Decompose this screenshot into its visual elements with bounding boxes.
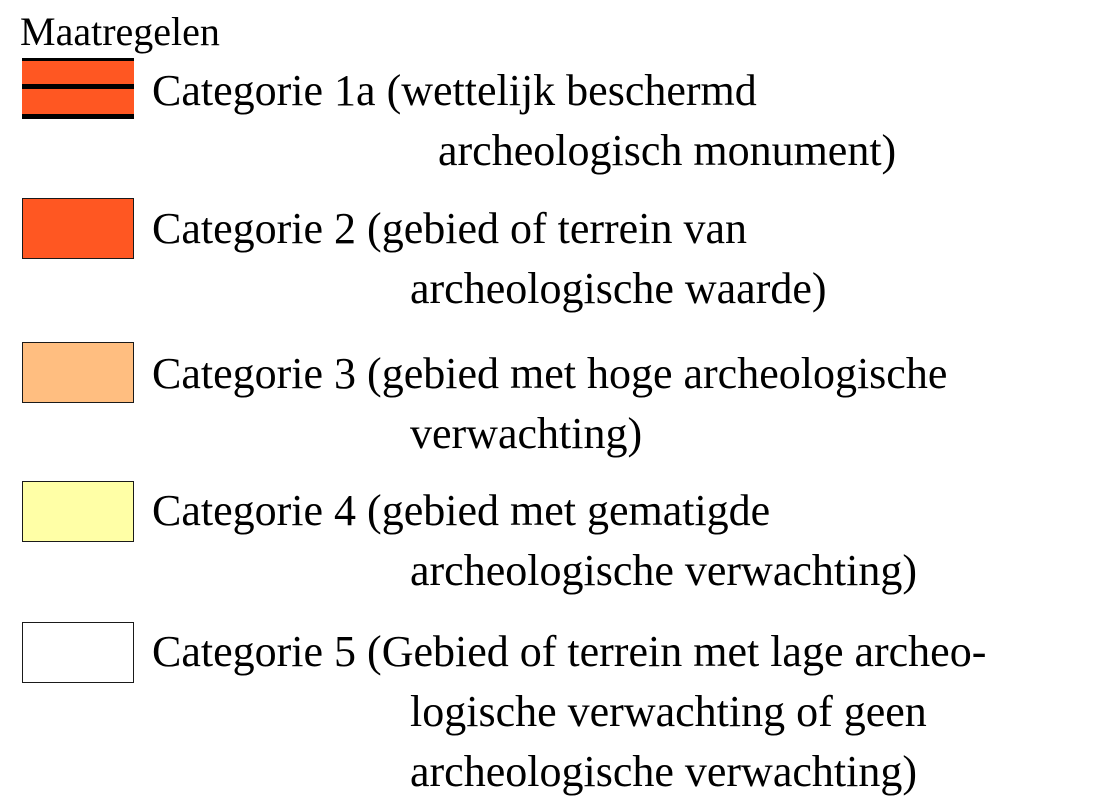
- legend-label-categorie-4-line-1: Categorie 4 (gebied met gematigde: [152, 486, 771, 535]
- swatch-outline-line: [22, 58, 134, 61]
- legend-label-categorie-1a-line-1: Categorie 1a (wettelijk beschermd: [152, 66, 757, 115]
- legend-swatch-categorie-4: [22, 481, 134, 542]
- legend-label-categorie-3-line-1: Categorie 3 (gebied met hoge archeologische: [152, 349, 948, 398]
- legend-title: Maatregelen: [20, 9, 220, 54]
- legend-label-categorie-5-line-3: archeologische verwachting): [410, 747, 917, 796]
- legend-swatch-categorie-2: [22, 198, 134, 259]
- swatch-bottom-line: [22, 114, 134, 119]
- legend-swatch-categorie-1a: [22, 58, 134, 119]
- legend-label-categorie-5-line-1: Categorie 5 (Gebied of terrein met lage archeo-: [152, 627, 987, 676]
- legend-label-categorie-2-line-1: Categorie 2 (gebied of terrein van: [152, 204, 747, 253]
- legend-label-categorie-2-line-2: archeologische waarde): [410, 264, 827, 313]
- legend-label-categorie-5-line-2: logische verwachting of geen: [410, 687, 927, 736]
- legend-label-categorie-3-line-2: verwachting): [410, 409, 643, 458]
- legend-label-categorie-4-line-2: archeologische verwachting): [410, 546, 917, 595]
- legend-swatch-categorie-5: [22, 622, 134, 683]
- swatch-middle-line: [22, 84, 134, 89]
- legend-label-categorie-1a-line-2: archeologisch monument): [438, 126, 897, 175]
- legend-swatch-categorie-3: [22, 342, 134, 403]
